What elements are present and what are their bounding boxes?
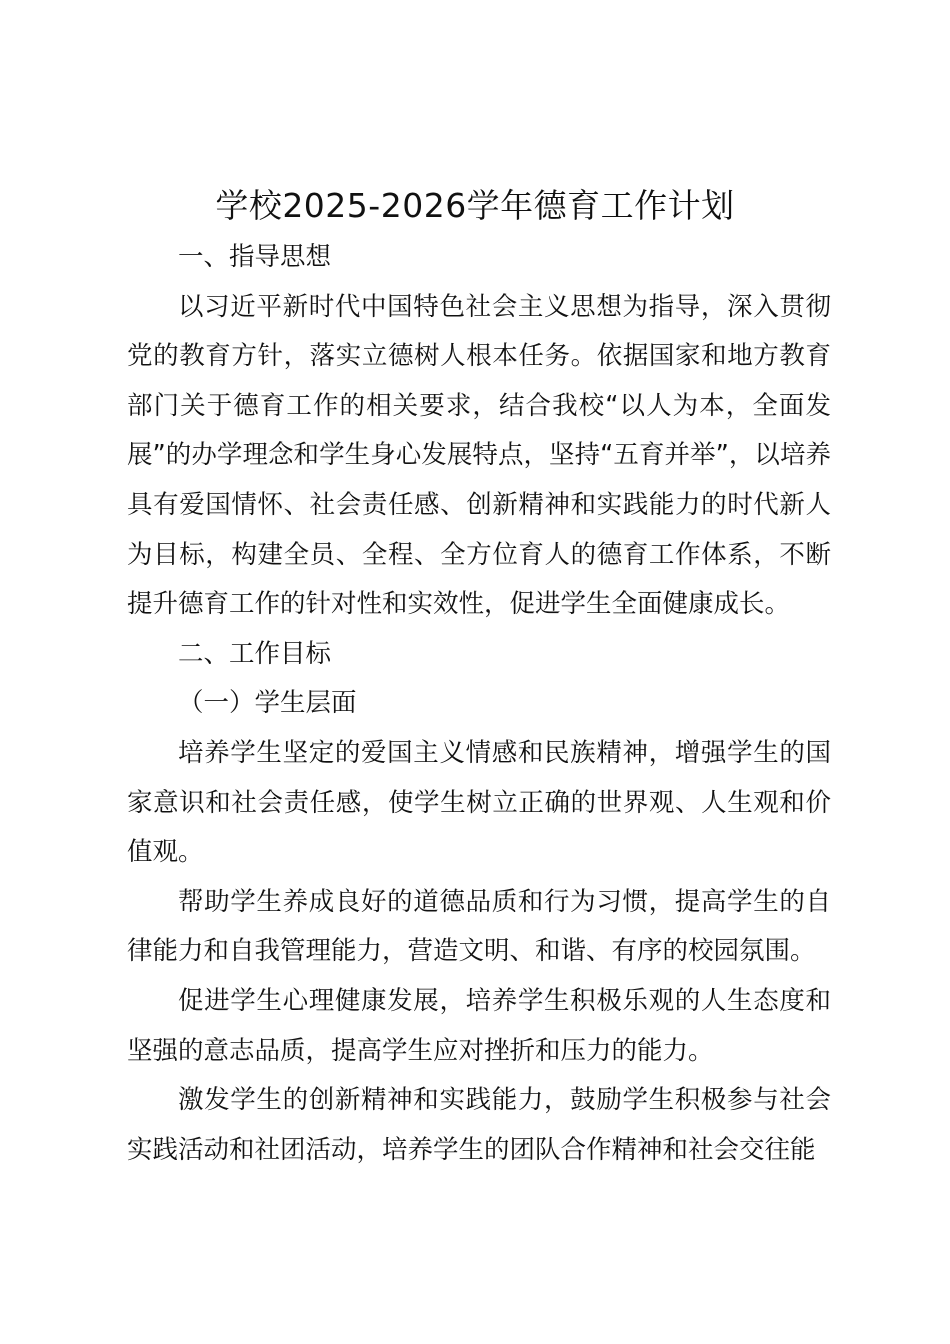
paragraph-goal-innovation: 激发学生的创新精神和实践能力，鼓励学生积极参与社会实践活动和社团活动，培养学生的团队合作精神和社会交往能 [127, 1085, 831, 1165]
document-body [127, 233, 831, 1175]
paragraph-goal-mental-health: 促进学生心理健康发展，培养学生积极乐观的人生态度和坚强的意志品质，提高学生应对挫折和压力的能力。 [127, 985, 831, 1066]
section-heading-work-goals: 二、工作目标 [178, 638, 332, 669]
paragraph-goal-patriotism: 培养学生坚定的爱国主义情感和民族精神，增强学生的国家意识和社会责任感，使学生树立正确的世界观、人生观和价值观。 [127, 737, 831, 868]
section-heading-guiding-ideology: 一、指导思想 [178, 242, 332, 272]
paragraph-goal-moral-habits: 帮助学生养成良好的道德品质和行为习惯，提高学生的自律能力和自我管理能力，营造文明、和谐、有序的校园氛围。 [127, 886, 831, 967]
document-title: 学校2025-2026学年德育工作计划 [215, 186, 735, 225]
paragraph-guiding-ideology: 以习近平新时代中国特色社会主义思想为指导，深入贯彻党的教育方针，落实立德树人根本任务。依据国家和地方教育部门关于德育工作的相关要求，结合我校“以人为本，全面发展”的办学理念和学生身心发展特点，坚持“五育并举”，以培养具有爱国情怀、社会责任感、创新精神和实践能力的时代新人为目标，构建全员、全程、全方位育人的德育工作体系，不断提升德育工作的针对性和实效性，促进学生全面健康成长。 [127, 291, 831, 620]
subsection-heading-student-level: （一）学生层面 [178, 688, 357, 719]
